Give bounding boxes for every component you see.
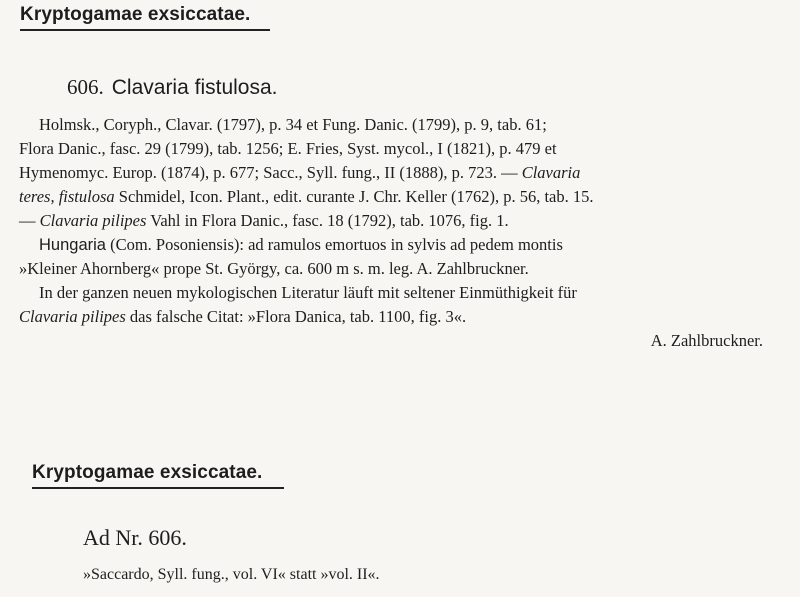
- note-line: In der ganzen neuen mykologischen Literatur läuft mit seltener Einmüthigkeit für: [39, 283, 577, 302]
- reference-text: Hymenomyc. Europ. (1874), p. 677; Sacc., Syll. fung., II (1888), p. 723. —: [19, 163, 522, 182]
- addendum-heading: Ad Nr. 606.: [83, 525, 187, 550]
- locality-line: [19, 233, 787, 257]
- signature: A. Zahlbruckner.: [650, 331, 763, 350]
- species-name: Clavaria fistulosa.: [111, 76, 278, 99]
- species-heading: [67, 75, 277, 100]
- taxon-name: teres, fistulosa: [19, 187, 115, 206]
- taxon-name: Clavaria pilipes: [19, 307, 126, 326]
- reference-text: Vahl in Flora Danic., fasc. 18 (1792), tab. 1076, fig. 1.: [146, 211, 509, 230]
- locality-text: (Com. Posoniensis): ad ramulos emortuos in sylvis ad pedem montis: [105, 235, 563, 254]
- reference-line: [19, 209, 787, 233]
- reference-text: —: [19, 211, 40, 230]
- reference-line: Holmsk., Coryph., Clavar. (1797), p. 34 et Fung. Danic. (1799), p. 9, tab. 61;: [39, 115, 547, 134]
- addendum-text: »Saccardo, Syll. fung., vol. VI« statt »vol. II«.: [83, 566, 380, 583]
- reference-text: Schmidel, Icon. Plant., edit. curante J. Chr. Keller (1762), p. 56, tab. 15.: [114, 187, 594, 206]
- reference-line: Flora Danic., fasc. 29 (1799), tab. 1256; E. Fries, Syst. mycol., I (1821), p. 479 et: [19, 139, 557, 158]
- label-header-bottom: Kryptogamae exsiccatae.: [32, 462, 284, 489]
- species-number: 606.: [67, 75, 104, 99]
- label-header-top: Kryptogamae exsiccatae.: [20, 4, 270, 31]
- locality-country: Hungaria: [39, 236, 106, 254]
- reference-block: [19, 113, 787, 353]
- reference-line: [19, 161, 787, 185]
- reference-line: [19, 185, 787, 209]
- note-text: das falsche Citat: »Flora Danica, tab. 1100, fig. 3«.: [125, 307, 467, 326]
- locality-line: »Kleiner Ahornberg« prope St. György, ca. 600 m s. m. leg. A. Zahlbruckner.: [19, 259, 529, 278]
- taxon-name: Clavaria: [521, 163, 581, 182]
- taxon-name: Clavaria pilipes: [39, 211, 147, 230]
- note-line: [19, 305, 787, 329]
